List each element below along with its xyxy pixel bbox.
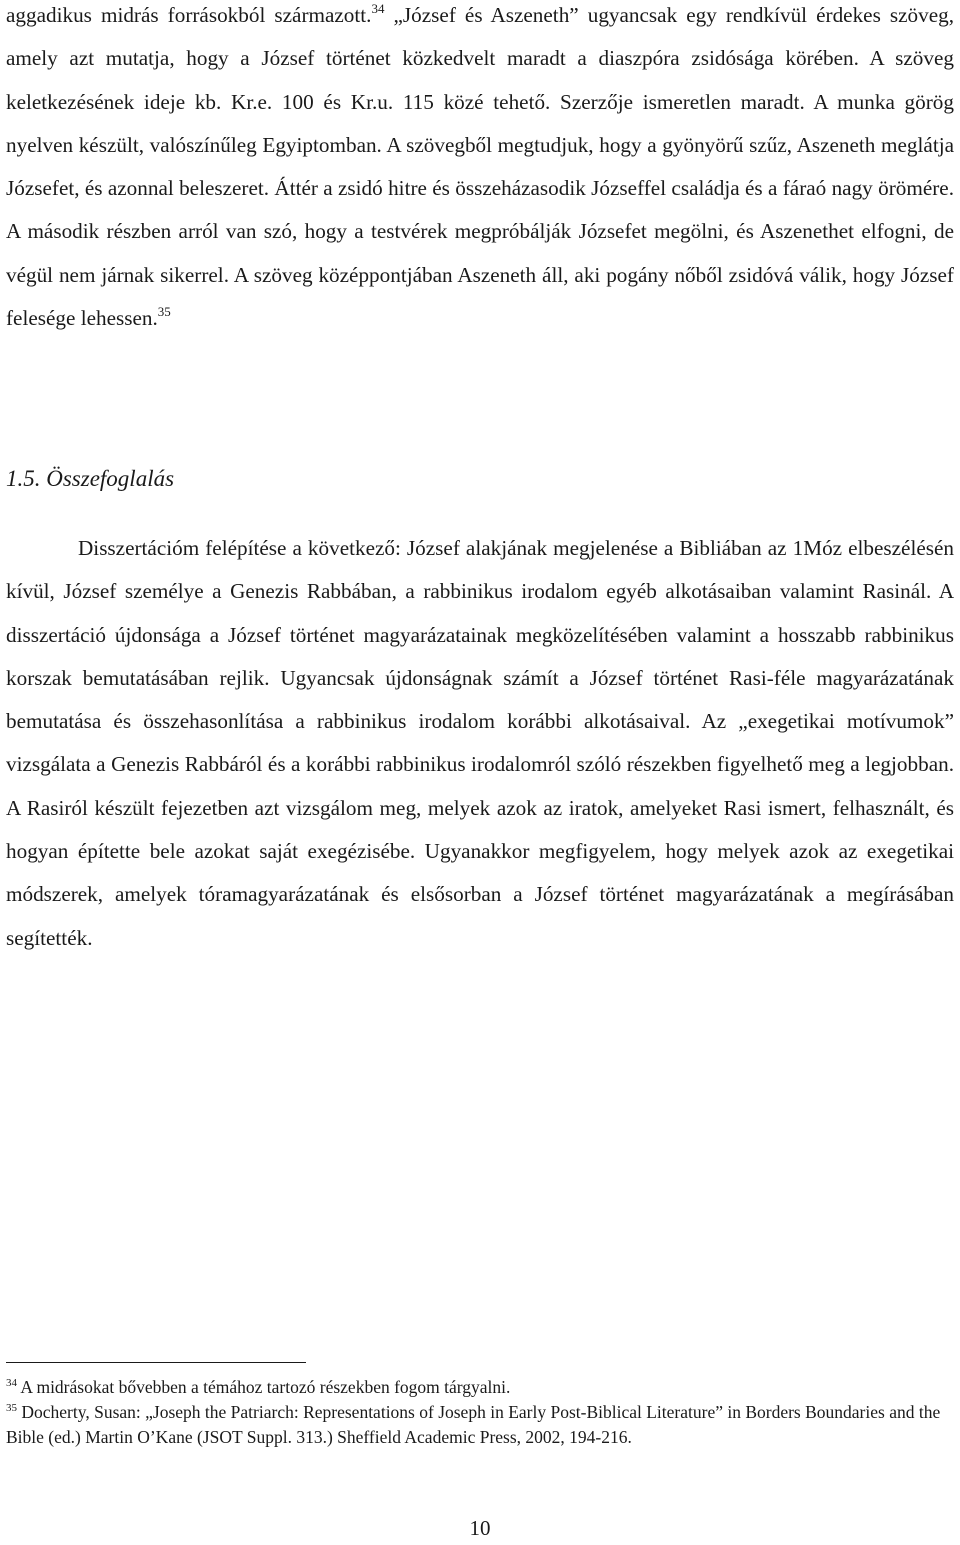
footnote-ref-35: 35	[157, 304, 171, 320]
section-heading: 1.5. Összefoglalás	[6, 466, 175, 491]
footnotes	[6, 1375, 954, 1451]
footnote-text: Docherty, Susan: „Joseph the Patriarch: Representations of Joseph in Early Post-Biblical Literature” in Borders Boundaries and the Bible (ed.) Martin O’Kane (JSOT Suppl. 313.) Sheffield Academic Press, 2002, 194-216.	[6, 1402, 941, 1448]
page-number: 10	[469, 1516, 491, 1540]
intro-text-part-1: aggadikus midrás forrásokból származott.	[6, 3, 372, 27]
footnote-number: 35	[6, 1402, 17, 1415]
footnote-number: 34	[6, 1377, 17, 1389]
footnote-text: A midrásokat bővebben a témához tartozó részekben fogom tárgyalni.	[17, 1377, 511, 1397]
intro-paragraph	[6, 0, 954, 340]
footnote-35	[6, 1400, 954, 1450]
summary-paragraph: Disszertációm felépítése a következő: József alakjának megjelenése a Bibliában az 1Móz elbeszélésén kívül, József személye a Genezis Rabbában, a rabbinikus irodalom egyéb alkotásaiban valamint Rasinál. A disszertáció újdonsága a József történet magyarázatainak megközelítésében valamint a hosszabb rabbinikus korszak bemutatásában rejlik. Ugyancsak újdonságnak számít a József történet Rasi-féle magyarázatának bemutatása és összehasonlítása a rabbinikus irodalom korábbi alkotásaival. Az „exegetikai motívumok” vizsgálata a Genezis Rabbáról és a korábbi rabbinikus irodalomról szóló részekben figyelhető meg a legjobban. A Rasiról készült fejezetben azt vizsgálom meg, melyek azok az iratok, amelyeket Rasi ismert, felhasznált, és hogyan építette bele azokat saját exegézisébe. Ugyanakkor megfigyelem, hogy melyek azok az exegetikai módszerek, amelyek tóramagyarázatának és elsősorban a József történet magyarázatának a megírásában segítették.	[6, 536, 954, 950]
footnote-34	[6, 1375, 954, 1400]
footnote-separator	[6, 1362, 306, 1363]
intro-text-part-2: „József és Aszeneth” ugyancsak egy rendkívül érdekes szöveg, amely azt mutatja, hogy a József történet közkedvelt maradt a diaszpóra zsidósága körében. A szöveg keletkezésének ideje kb. Kr.e. 100 és Kr.u. 115 közé tehető. Szerzője ismeretlen maradt. A munka görög nyelven készült, valószínűleg Egyiptomban. A szövegből megtudjuk, hogy a gyönyörű szűz, Aszeneth meglátja Józsefet, és azonnal beleszeret. Áttér a zsidó hitre és összeházasodik Józseffel családja és a fáraó nagy örömére. A második részben arról van szó, hogy a testvérek megpróbálják Józsefet megölni, és Aszenethet elfogni, de végül nem járnak sikerrel. A szöveg középpontjában Aszeneth áll, aki pogány nőből zsidóvá válik, hogy József felesége lehessen.	[6, 3, 954, 331]
footnote-ref-34: 34	[371, 1, 385, 16]
